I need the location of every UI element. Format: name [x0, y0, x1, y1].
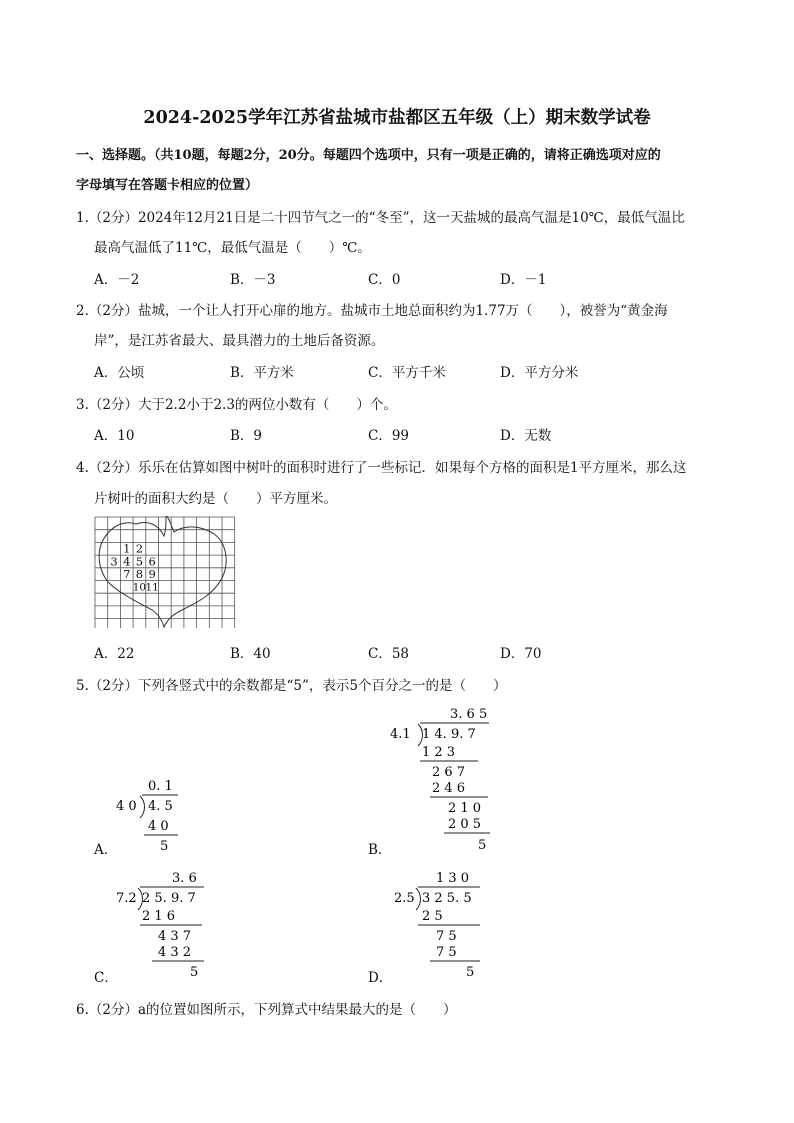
- question-2-option-b[interactable]: B．平方米: [230, 365, 294, 381]
- question-1-line2: 最高气温低了11℃，最低气温是（ ）℃。: [94, 240, 371, 256]
- question-3-line1: 3.（2分）大于2.2小于2.3的两位小数有（ ）个。: [76, 397, 397, 413]
- question-1-option-a[interactable]: A．－2: [94, 272, 140, 288]
- leaf-cell-label: 10: [132, 581, 147, 594]
- page-title: 2024-2025学年江苏省盐城市盐都区五年级（上）期末数学试卷: [143, 108, 651, 128]
- division-c-dividend: 2 5. 9. 7: [142, 891, 196, 906]
- question-3-option-b[interactable]: B．9: [230, 428, 263, 444]
- division-c-row-3: 4 3 2: [158, 945, 192, 960]
- division-d-dividend: 3 2 5. 5: [422, 891, 472, 906]
- question-4-option-b[interactable]: B．40: [230, 646, 271, 662]
- division-d-figure: [390, 866, 490, 978]
- question-3-option-c[interactable]: C．99: [368, 428, 410, 444]
- question-2-option-c[interactable]: C．平方千米: [368, 365, 446, 381]
- leaf-cell-label: 2: [135, 541, 144, 556]
- question-1-option-b[interactable]: B．－3: [230, 272, 276, 288]
- division-d-remainder: 5: [466, 965, 475, 978]
- leaf-cell-label: 11: [145, 581, 159, 594]
- division-b-figure: [386, 702, 496, 858]
- question-4-option-a[interactable]: A．22: [94, 646, 135, 662]
- leaf-grid-figure: [94, 516, 236, 628]
- question-4-option-d[interactable]: D．70: [500, 646, 542, 662]
- division-b-row-1: 1 2 3: [422, 745, 456, 760]
- division-a-figure: [112, 774, 192, 858]
- question-5-option-b[interactable]: B．: [368, 842, 392, 858]
- division-a-quotient: 0. 1: [148, 779, 173, 794]
- division-d-divisor: 2.5: [394, 891, 415, 906]
- question-3-option-d[interactable]: D．无数: [500, 428, 552, 444]
- question-3-option-a[interactable]: A．10: [94, 428, 135, 444]
- division-c-remainder: 5: [190, 965, 199, 978]
- division-d-row-3: 7 5: [436, 945, 457, 960]
- leaf-cell-label: 5: [135, 554, 144, 569]
- division-b-quotient: 3. 6 5: [450, 707, 488, 722]
- question-4-line1: 4.（2分）乐乐在估算如图中树叶的面积时进行了一些标记．如果每个方格的面积是1平方厘米，那么这: [76, 460, 687, 476]
- division-b-row-2: 2 6 7: [432, 765, 466, 780]
- leaf-cell-label: 3: [110, 554, 118, 569]
- division-c-divisor: 7.2: [116, 891, 137, 906]
- question-5-option-a[interactable]: A．: [94, 842, 118, 858]
- leaf-cell-label: 1: [123, 541, 131, 556]
- leaf-cell-label: 4: [123, 554, 131, 569]
- division-d-row-2: 7 5: [436, 929, 457, 944]
- division-d-row-1: 2 5: [422, 909, 443, 924]
- division-c-quotient: 3. 6: [172, 871, 197, 886]
- division-a-row-1: 4 0: [148, 819, 169, 834]
- division-b-row-4: 2 1 0: [448, 801, 482, 816]
- question-1-line1: 1.（2分）2024年12月21日是二十四节气之一的“冬至”，这一天盐城的最高气温是10℃，最低气温比: [76, 210, 685, 226]
- question-2-line1: 2.（2分）盐城，一个让人打开心扉的地方。盐城市土地总面积约为1.77万（ ），被誉为“黄金海: [76, 303, 668, 319]
- division-a-remainder: 5: [160, 839, 169, 854]
- division-c-figure: [112, 866, 212, 978]
- question-2-line2: 岸”，是江苏省最大、最具潜力的土地后备资源。: [94, 333, 385, 349]
- leaf-cell-label: 6: [148, 554, 156, 569]
- question-5-option-c[interactable]: C．: [94, 970, 118, 986]
- section-instructions-line2: 字母填写在答题卡相应的位置）: [76, 178, 259, 193]
- division-a-dividend: 4. 5: [148, 799, 173, 814]
- section-instructions-line1: 一、选择题。（共10题，每题2分，20分。每题四个选项中，只有一项是正确的，请将正确选项对应的: [76, 148, 661, 163]
- question-2-option-d[interactable]: D．平方分米: [500, 365, 579, 381]
- leaf-cell-label: 8: [135, 567, 144, 581]
- division-c-row-2: 4 3 7: [158, 929, 192, 944]
- division-b-dividend: 1 4. 9. 7: [422, 727, 476, 742]
- leaf-cell-label: 7: [123, 567, 131, 581]
- question-2-option-a[interactable]: A．公顷: [94, 365, 145, 381]
- division-c-row-1: 2 1 6: [142, 909, 176, 924]
- division-b-row-5: 2 0 5: [448, 817, 482, 832]
- division-b-divisor: 4.1: [390, 727, 411, 742]
- leaf-cell-label: 9: [148, 567, 156, 581]
- question-5-line1: 5.（2分）下列各竖式中的余数都是“5”，表示5个百分之一的是（ ）: [76, 678, 507, 694]
- division-b-remainder: 5: [478, 838, 487, 853]
- leaf-outline: [99, 516, 226, 627]
- question-4-option-c[interactable]: C．58: [368, 646, 410, 662]
- question-4-line2: 片树叶的面积大约是（ ）平方厘米。: [94, 491, 337, 507]
- division-d-quotient: 1 3 0: [436, 871, 470, 886]
- question-5-option-d[interactable]: D．: [368, 970, 393, 986]
- question-6-line1: 6.（2分）a的位置如图所示，下列算式中结果最大的是（ ）: [76, 1002, 457, 1018]
- question-1-option-d[interactable]: D．－1: [500, 272, 547, 288]
- division-a-divisor: 4 0: [116, 799, 137, 814]
- division-b-row-3: 2 4 6: [432, 781, 466, 796]
- question-1-option-c[interactable]: C．0: [368, 272, 401, 288]
